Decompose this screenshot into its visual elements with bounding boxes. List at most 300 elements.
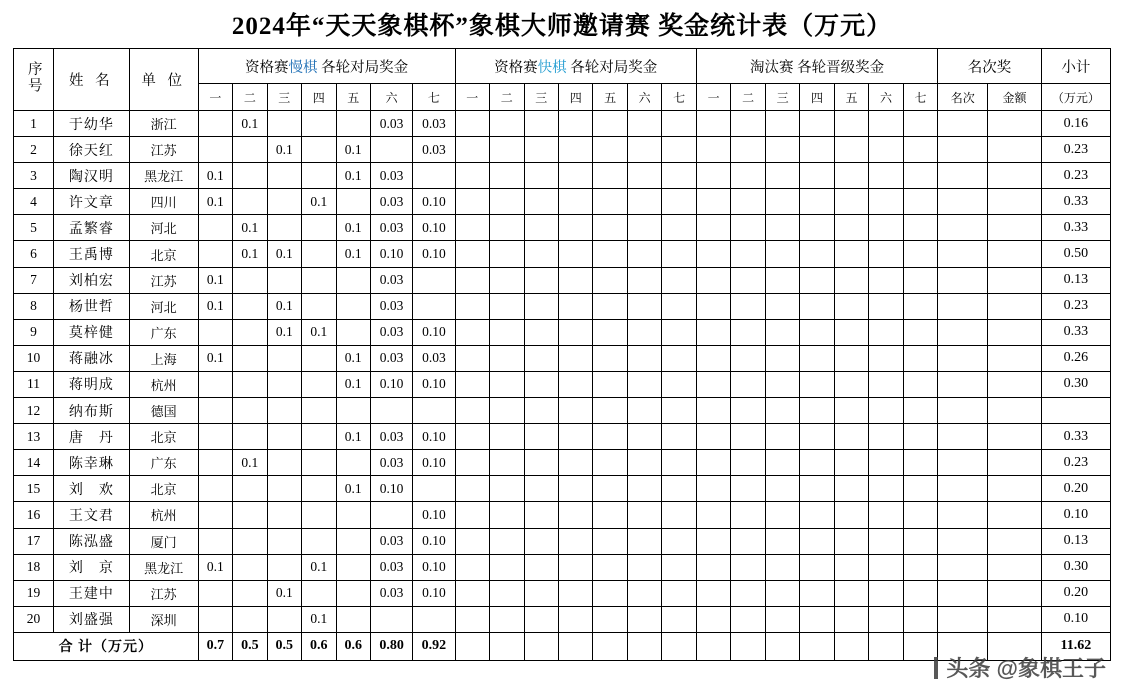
- table-row: [14, 267, 1111, 293]
- fast-round-3-value: [524, 502, 558, 528]
- ko-round-4-value: [800, 267, 834, 293]
- header-fast-round-4: 四: [558, 84, 592, 111]
- total-fast-round-7: [662, 632, 697, 660]
- fast-round-5-value: [593, 189, 627, 215]
- row-number: 18: [14, 554, 54, 580]
- player-unit: 江苏: [129, 580, 198, 606]
- row-subtotal: 0.50: [1041, 241, 1110, 267]
- slow-round-3-value: [267, 189, 301, 215]
- ko-round-4-value: [800, 424, 834, 450]
- fast-round-6-value: [627, 111, 661, 137]
- slow-round-2-value: [233, 398, 267, 424]
- ko-round-2-value: [731, 163, 765, 189]
- ko-round-5-value: [834, 606, 868, 632]
- total-label: 合 计（万元）: [14, 632, 199, 660]
- slow-round-5-value: 0.1: [336, 345, 370, 371]
- fast-round-4-value: [558, 319, 592, 345]
- ko-round-4-value: [800, 189, 834, 215]
- slow-round-2-value: [233, 476, 267, 502]
- ko-round-6-value: [869, 580, 903, 606]
- fast-round-5-value: [593, 111, 627, 137]
- total-ko-round-5: [834, 632, 868, 660]
- header-group-knockout: 淘汰赛 各轮晋级奖金: [696, 49, 937, 84]
- slow-round-6-value: 0.03: [370, 554, 412, 580]
- player-unit: 德国: [129, 398, 198, 424]
- slow-round-2-value: [233, 137, 267, 163]
- fast-round-1-value: [455, 580, 489, 606]
- table-body: [14, 111, 1111, 633]
- fast-round-7-value: [662, 111, 697, 137]
- ko-round-6-value: [869, 528, 903, 554]
- ko-round-2-value: [731, 528, 765, 554]
- slow-round-6-value: 0.03: [370, 293, 412, 319]
- slow-round-1-value: 0.1: [198, 267, 232, 293]
- slow-round-5-value: [336, 450, 370, 476]
- header-ko-round-3: 三: [765, 84, 799, 111]
- ko-round-5-value: [834, 163, 868, 189]
- header-ko-round-4: 四: [800, 84, 834, 111]
- ko-round-6-value: [869, 424, 903, 450]
- ko-round-4-value: [800, 163, 834, 189]
- fast-round-4-value: [558, 554, 592, 580]
- ko-round-4-value: [800, 398, 834, 424]
- ko-round-7-value: [903, 371, 938, 397]
- ko-round-5-value: [834, 502, 868, 528]
- ko-round-5-value: [834, 371, 868, 397]
- table-row: [14, 476, 1111, 502]
- row-number: 1: [14, 111, 54, 137]
- ko-round-5-value: [834, 241, 868, 267]
- slow-round-1-value: [198, 398, 232, 424]
- row-number: 5: [14, 215, 54, 241]
- fast-round-6-value: [627, 450, 661, 476]
- slow-round-4-value: [302, 137, 336, 163]
- slow-round-1-value: 0.1: [198, 345, 232, 371]
- slow-round-3-value: [267, 345, 301, 371]
- fast-round-2-value: [490, 528, 524, 554]
- prize-statistics-table: [13, 48, 1111, 661]
- row-subtotal: 0.13: [1041, 267, 1110, 293]
- player-name: 蒋明成: [54, 371, 130, 397]
- fast-round-4-value: [558, 398, 592, 424]
- slow-round-1-value: [198, 450, 232, 476]
- row-subtotal: 0.26: [1041, 345, 1110, 371]
- fast-round-5-value: [593, 319, 627, 345]
- ko-round-2-value: [731, 241, 765, 267]
- fast-round-1-value: [455, 476, 489, 502]
- ko-round-2-value: [731, 371, 765, 397]
- slow-round-6-value: [370, 606, 412, 632]
- ko-round-1-value: [696, 111, 730, 137]
- rank-place-value: [938, 450, 988, 476]
- fast-round-1-value: [455, 319, 489, 345]
- row-number: 20: [14, 606, 54, 632]
- fast-round-1-value: [455, 345, 489, 371]
- header-ko-round-5: 五: [834, 84, 868, 111]
- slow-round-6-value: 0.03: [370, 528, 412, 554]
- slow-round-7-value: [413, 476, 455, 502]
- slow-round-4-value: 0.1: [302, 319, 336, 345]
- slow-round-7-value: 0.10: [413, 189, 455, 215]
- fast-round-1-value: [455, 606, 489, 632]
- fast-round-4-value: [558, 163, 592, 189]
- fast-round-2-value: [490, 163, 524, 189]
- fast-round-3-value: [524, 424, 558, 450]
- ko-round-5-value: [834, 267, 868, 293]
- fast-round-6-value: [627, 502, 661, 528]
- fast-round-4-value: [558, 345, 592, 371]
- fast-round-6-value: [627, 371, 661, 397]
- total-slow-round-1: 0.7: [198, 632, 232, 660]
- ko-round-6-value: [869, 319, 903, 345]
- rank-place-value: [938, 215, 988, 241]
- slow-round-4-value: [302, 450, 336, 476]
- rank-amount-value: [988, 293, 1041, 319]
- player-name: 刘柏宏: [54, 267, 130, 293]
- rank-place-value: [938, 528, 988, 554]
- ko-round-1-value: [696, 215, 730, 241]
- page-title: 2024年“天天象棋杯”象棋大师邀请赛 奖金统计表（万元）: [231, 13, 893, 40]
- fast-round-3-value: [524, 580, 558, 606]
- row-subtotal: 0.10: [1041, 502, 1110, 528]
- fast-round-6-value: [627, 606, 661, 632]
- fast-round-1-value: [455, 450, 489, 476]
- rank-place-value: [938, 554, 988, 580]
- rank-amount-value: [988, 189, 1041, 215]
- rank-place-value: [938, 398, 988, 424]
- slow-round-5-value: [336, 580, 370, 606]
- slow-round-7-value: 0.10: [413, 319, 455, 345]
- slow-round-3-value: 0.1: [267, 293, 301, 319]
- ko-round-5-value: [834, 450, 868, 476]
- row-subtotal: 0.16: [1041, 111, 1110, 137]
- rank-place-value: [938, 319, 988, 345]
- slow-round-5-value: [336, 267, 370, 293]
- rank-place-value: [938, 502, 988, 528]
- header-fast-round-1: 一: [455, 84, 489, 111]
- table-foot: [14, 632, 1111, 660]
- fast-round-5-value: [593, 554, 627, 580]
- fast-round-1-value: [455, 267, 489, 293]
- slow-round-7-value: 0.10: [413, 528, 455, 554]
- header-ko-round-6: 六: [869, 84, 903, 111]
- ko-round-7-value: [903, 163, 938, 189]
- fast-round-2-value: [490, 502, 524, 528]
- fast-round-7-value: [662, 189, 697, 215]
- fast-round-1-value: [455, 215, 489, 241]
- slow-round-5-value: 0.1: [336, 163, 370, 189]
- ko-round-7-value: [903, 580, 938, 606]
- ko-round-7-value: [903, 111, 938, 137]
- table-row: [14, 293, 1111, 319]
- row-number: 9: [14, 319, 54, 345]
- table-row: [14, 241, 1111, 267]
- ko-round-6-value: [869, 502, 903, 528]
- slow-round-4-value: [302, 398, 336, 424]
- slow-round-6-value: [370, 398, 412, 424]
- total-ko-round-4: [800, 632, 834, 660]
- fast-round-4-value: [558, 502, 592, 528]
- ko-round-6-value: [869, 450, 903, 476]
- total-fast-round-4: [558, 632, 592, 660]
- slow-round-4-value: [302, 580, 336, 606]
- player-unit: 杭州: [129, 502, 198, 528]
- header-slow-round-5: 五: [336, 84, 370, 111]
- ko-round-1-value: [696, 528, 730, 554]
- ko-round-2-value: [731, 580, 765, 606]
- ko-round-6-value: [869, 189, 903, 215]
- slow-round-6-value: [370, 502, 412, 528]
- ko-round-4-value: [800, 502, 834, 528]
- slow-round-4-value: 0.1: [302, 606, 336, 632]
- ko-round-2-value: [731, 111, 765, 137]
- header-name: 姓 名: [54, 49, 130, 111]
- fast-round-6-value: [627, 528, 661, 554]
- fast-round-5-value: [593, 476, 627, 502]
- fast-round-7-value: [662, 241, 697, 267]
- slow-round-2-value: [233, 424, 267, 450]
- player-name: 孟繁睿: [54, 215, 130, 241]
- slow-round-6-value: 0.10: [370, 371, 412, 397]
- ko-round-4-value: [800, 345, 834, 371]
- ko-round-3-value: [765, 241, 799, 267]
- header-slow-round-7: 七: [413, 84, 455, 111]
- slow-round-6-value: 0.10: [370, 241, 412, 267]
- rank-place-value: [938, 371, 988, 397]
- fast-round-3-value: [524, 450, 558, 476]
- fast-round-3-value: [524, 606, 558, 632]
- table-row: [14, 215, 1111, 241]
- fast-round-1-value: [455, 502, 489, 528]
- ko-round-2-value: [731, 606, 765, 632]
- ko-round-2-value: [731, 398, 765, 424]
- rank-amount-value: [988, 137, 1041, 163]
- ko-round-6-value: [869, 215, 903, 241]
- slow-round-5-value: 0.1: [336, 476, 370, 502]
- slow-round-7-value: 0.03: [413, 345, 455, 371]
- slow-round-4-value: [302, 476, 336, 502]
- fast-round-5-value: [593, 163, 627, 189]
- slow-round-2-value: [233, 293, 267, 319]
- ko-round-6-value: [869, 398, 903, 424]
- header-fast-round-5: 五: [593, 84, 627, 111]
- slow-round-7-value: 0.03: [413, 137, 455, 163]
- slow-round-3-value: [267, 554, 301, 580]
- slow-round-1-value: [198, 371, 232, 397]
- rank-amount-value: [988, 345, 1041, 371]
- ko-round-3-value: [765, 528, 799, 554]
- total-ko-round-2: [731, 632, 765, 660]
- slow-round-2-value: 0.1: [233, 111, 267, 137]
- fast-round-5-value: [593, 371, 627, 397]
- total-slow-round-3: 0.5: [267, 632, 301, 660]
- ko-round-7-value: [903, 476, 938, 502]
- ko-round-6-value: [869, 606, 903, 632]
- slow-round-7-value: [413, 163, 455, 189]
- slow-round-7-value: 0.10: [413, 424, 455, 450]
- rank-amount-value: [988, 606, 1041, 632]
- ko-round-4-value: [800, 450, 834, 476]
- header-slow-round-3: 三: [267, 84, 301, 111]
- ko-round-6-value: [869, 371, 903, 397]
- total-slow-round-7: 0.92: [413, 632, 455, 660]
- fast-round-1-value: [455, 293, 489, 319]
- slow-round-1-value: [198, 502, 232, 528]
- fast-round-3-value: [524, 398, 558, 424]
- ko-round-7-value: [903, 319, 938, 345]
- ko-round-4-value: [800, 215, 834, 241]
- row-subtotal: 0.30: [1041, 554, 1110, 580]
- rank-amount-value: [988, 502, 1041, 528]
- fast-round-2-value: [490, 554, 524, 580]
- slow-round-4-value: [302, 345, 336, 371]
- total-slow-round-5: 0.6: [336, 632, 370, 660]
- player-unit: 四川: [129, 189, 198, 215]
- slow-round-6-value: 0.03: [370, 111, 412, 137]
- header-unit: 单 位: [129, 49, 198, 111]
- fast-round-2-value: [490, 137, 524, 163]
- ko-round-1-value: [696, 424, 730, 450]
- header-rowno: 序号: [14, 49, 54, 111]
- fast-round-7-value: [662, 580, 697, 606]
- ko-round-7-value: [903, 398, 938, 424]
- slow-round-7-value: 0.10: [413, 215, 455, 241]
- slow-round-1-value: [198, 424, 232, 450]
- player-unit: 深圳: [129, 606, 198, 632]
- slow-round-1-value: [198, 476, 232, 502]
- slow-round-4-value: [302, 111, 336, 137]
- ko-round-1-value: [696, 371, 730, 397]
- fast-round-6-value: [627, 554, 661, 580]
- ko-round-5-value: [834, 215, 868, 241]
- slow-round-3-value: 0.1: [267, 319, 301, 345]
- ko-round-5-value: [834, 476, 868, 502]
- header-fast-round-6: 六: [627, 84, 661, 111]
- table-row: [14, 606, 1111, 632]
- player-name: 莫梓健: [54, 319, 130, 345]
- ko-round-1-value: [696, 163, 730, 189]
- ko-round-5-value: [834, 345, 868, 371]
- ko-round-4-value: [800, 319, 834, 345]
- slow-round-3-value: 0.1: [267, 241, 301, 267]
- slow-round-3-value: [267, 502, 301, 528]
- ko-round-1-value: [696, 241, 730, 267]
- player-name: 王禹博: [54, 241, 130, 267]
- player-unit: 北京: [129, 424, 198, 450]
- row-subtotal: 0.23: [1041, 450, 1110, 476]
- player-name: 于幼华: [54, 111, 130, 137]
- row-subtotal: 0.33: [1041, 319, 1110, 345]
- ko-round-3-value: [765, 267, 799, 293]
- ko-round-2-value: [731, 137, 765, 163]
- slow-round-7-value: 0.03: [413, 111, 455, 137]
- fast-round-3-value: [524, 215, 558, 241]
- ko-round-7-value: [903, 502, 938, 528]
- row-number: 3: [14, 163, 54, 189]
- table-row: [14, 345, 1111, 371]
- slow-round-2-value: [233, 502, 267, 528]
- slow-round-4-value: [302, 163, 336, 189]
- slow-round-4-value: 0.1: [302, 554, 336, 580]
- slow-round-1-value: [198, 606, 232, 632]
- ko-round-2-value: [731, 476, 765, 502]
- table-row: [14, 189, 1111, 215]
- rank-amount-value: [988, 424, 1041, 450]
- rank-place-value: [938, 163, 988, 189]
- rank-place-value: [938, 267, 988, 293]
- fast-round-2-value: [490, 267, 524, 293]
- slow-round-7-value: 0.10: [413, 554, 455, 580]
- ko-round-6-value: [869, 241, 903, 267]
- fast-round-2-value: [490, 450, 524, 476]
- row-number: 17: [14, 528, 54, 554]
- rank-place-value: [938, 580, 988, 606]
- rank-place-value: [938, 189, 988, 215]
- ko-round-1-value: [696, 293, 730, 319]
- header-fast-round-2: 二: [490, 84, 524, 111]
- fast-round-2-value: [490, 241, 524, 267]
- slow-round-1-value: [198, 137, 232, 163]
- rank-amount-value: [988, 319, 1041, 345]
- ko-round-7-value: [903, 241, 938, 267]
- fast-round-1-value: [455, 189, 489, 215]
- rank-amount-value: [988, 528, 1041, 554]
- row-number: 4: [14, 189, 54, 215]
- watermark: 头条 @象棋王子: [934, 652, 1106, 683]
- ko-round-2-value: [731, 345, 765, 371]
- header-subtotal-unit: （万元）: [1041, 84, 1110, 111]
- player-name: 刘 京: [54, 554, 130, 580]
- slow-round-6-value: 0.10: [370, 476, 412, 502]
- fast-round-7-value: [662, 215, 697, 241]
- player-unit: 浙江: [129, 111, 198, 137]
- row-subtotal: 0.30: [1041, 371, 1110, 397]
- ko-round-5-value: [834, 293, 868, 319]
- ko-round-3-value: [765, 319, 799, 345]
- fast-round-2-value: [490, 215, 524, 241]
- fast-round-7-value: [662, 293, 697, 319]
- header-ko-round-7: 七: [903, 84, 938, 111]
- slow-round-2-value: [233, 267, 267, 293]
- fast-round-7-value: [662, 606, 697, 632]
- ko-round-7-value: [903, 554, 938, 580]
- slow-round-7-value: [413, 606, 455, 632]
- table-row: [14, 111, 1111, 137]
- slow-round-2-value: [233, 163, 267, 189]
- fast-round-3-value: [524, 476, 558, 502]
- fast-round-2-value: [490, 111, 524, 137]
- slow-round-6-value: 0.03: [370, 189, 412, 215]
- player-unit: 广东: [129, 450, 198, 476]
- slow-round-7-value: 0.10: [413, 241, 455, 267]
- total-ko-round-6: [869, 632, 903, 660]
- ko-round-1-value: [696, 476, 730, 502]
- rank-place-value: [938, 345, 988, 371]
- fast-round-7-value: [662, 319, 697, 345]
- slow-round-1-value: [198, 215, 232, 241]
- ko-round-1-value: [696, 267, 730, 293]
- table-row: [14, 163, 1111, 189]
- rank-place-value: [938, 111, 988, 137]
- fast-round-6-value: [627, 580, 661, 606]
- fast-round-6-value: [627, 163, 661, 189]
- fast-round-7-value: [662, 137, 697, 163]
- ko-round-5-value: [834, 398, 868, 424]
- fast-round-4-value: [558, 580, 592, 606]
- slow-round-7-value: [413, 398, 455, 424]
- player-name: 刘盛强: [54, 606, 130, 632]
- fast-round-3-value: [524, 241, 558, 267]
